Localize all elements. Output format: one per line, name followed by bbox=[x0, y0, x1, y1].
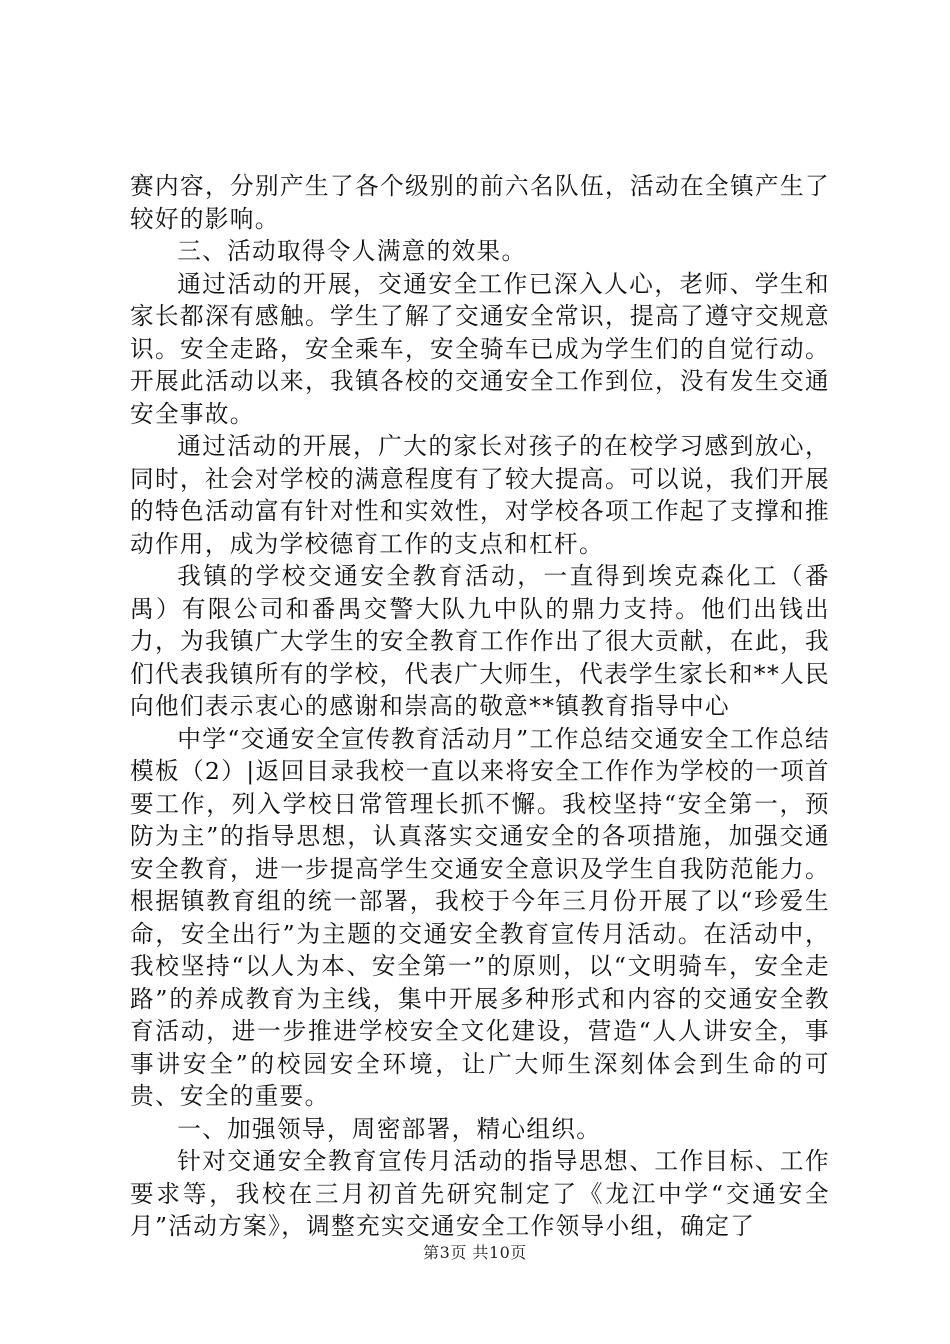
paragraph-6: 中学“交通安全宣传教育活动月”工作总结交通安全工作总结模板（2）|返回目录我校一直以来将安全工作作为学校的一项首要工作，列入学校日常管理长抓不懈。我校坚持“安全第一，预防为主”的指导思想，认真落实交通安全的各项措施，加强交通安全教育，进一步提高学生交通安全意识及学生自我防范能力。根据镇教育组的统一部署，我校于今年三月份开展了以“珍爱生命，安全出行”为主题的交通安全教育宣传月活动。在活动中，我校坚持“以人为本、安全第一”的原则，以“文明骑车，安全走路”的养成教育为主线，集中开展多种形式和内容的交通安全教育活动，进一步推进学校安全文化建设，营造“人人讲安全，事事讲安全”的校园安全环境，让广大师生深刻体会到生命的可贵、安全的重要。 bbox=[130, 724, 830, 1110]
page-footer bbox=[0, 1240, 950, 1263]
paragraph-5: 我镇的学校交通安全教育活动，一直得到埃克森化工（番禺）有限公司和番禺交警大队九中队的鼎力支持。他们出钱出力，为我镇广大学生的安全教育工作作出了很大贡献，在此，我们代表我镇所有的学校，代表广大师生，代表学生家长和**人民向他们表示衷心的感谢和崇高的敬意**镇教育指导中心 bbox=[130, 562, 830, 720]
document-body bbox=[130, 170, 830, 1243]
paragraph-4: 通过活动的开展，广大的家长对孩子的在校学习感到放心，同时，社会对学校的满意程度有了较大提高。可以说，我们开展的特色活动富有针对性和实效性，对学校各项工作起了支撑和推动作用，成为学校德育工作的支点和杠杆。 bbox=[130, 432, 830, 558]
paragraph-7-heading: 一、加强领导，周密部署，精心组织。 bbox=[177, 1114, 602, 1143]
page-number-label: 第3页 共10页 bbox=[423, 1243, 527, 1262]
paragraph-1: 赛内容，分别产生了各个级别的前六名队伍，活动在全镇产生了较好的影响。 bbox=[130, 172, 830, 233]
paragraph-2-heading: 三、活动取得令人满意的效果。 bbox=[177, 237, 527, 265]
paragraph-3: 通过活动的开展，交通安全工作已深入人心，老师、学生和家长都深有感触。学生了解了交通安全常识，提高了遵守交规意识。安全走路，安全乘车，安全骑车已成为学生们的自觉行动。开展此活动以来，我镇各校的交通安全工作到位，没有发生交通安全事故。 bbox=[130, 269, 830, 428]
paragraph-8: 针对交通安全教育宣传月活动的指导思想、工作目标、工作要求等，我校在三月初首先研究制定了《龙江中学“交通安全月”活动方案》，调整充实交通安全工作领导小组，确定了 bbox=[130, 1147, 830, 1240]
